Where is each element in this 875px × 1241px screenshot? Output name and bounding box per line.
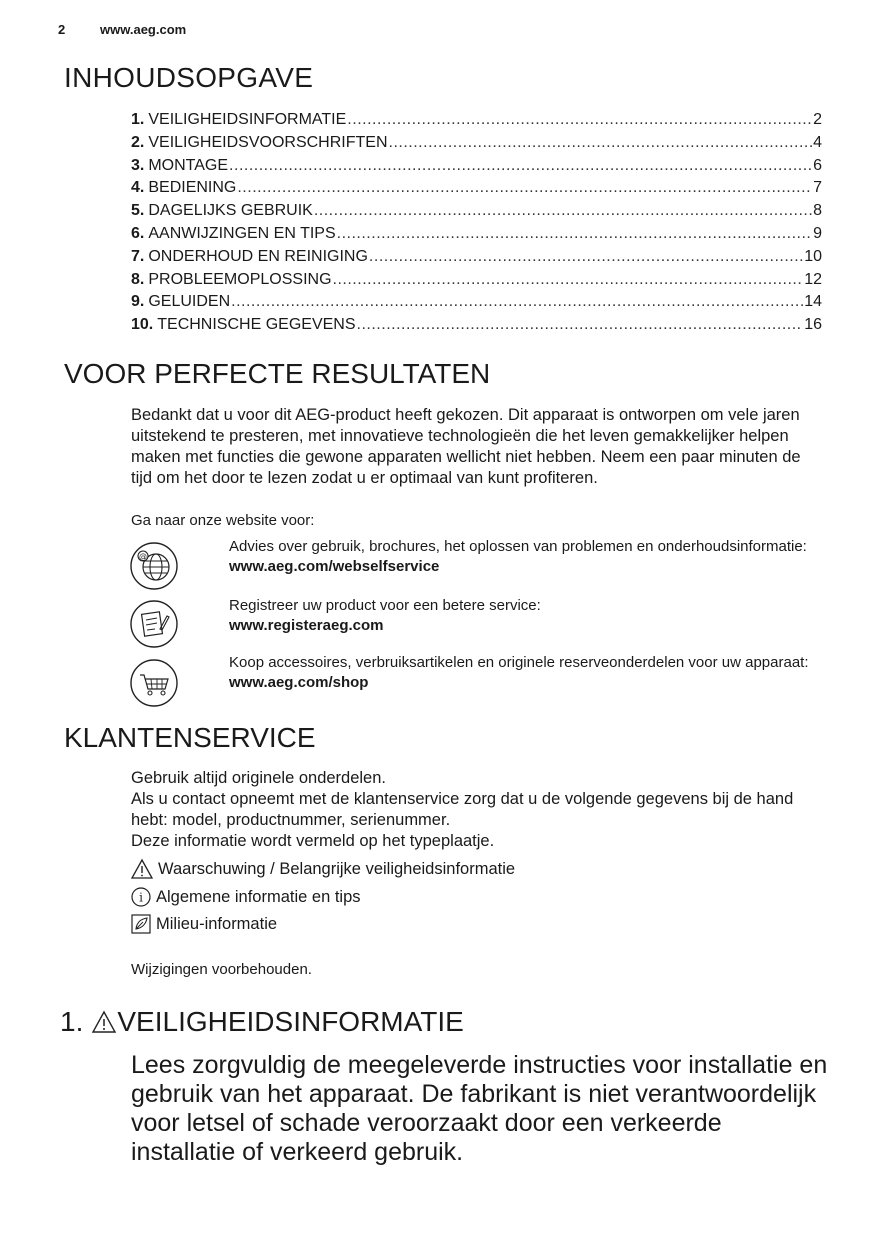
toc-leader	[231, 293, 803, 311]
toc-item[interactable]	[131, 293, 822, 316]
toc-item[interactable]	[131, 179, 822, 202]
klantenservice-line: Gebruik altijd originele onderdelen.	[131, 769, 386, 787]
toc-item[interactable]	[131, 225, 822, 248]
page-number: 2	[58, 22, 66, 37]
toc-item-page: 16	[804, 316, 822, 334]
toc-item-label: BEDIENING	[148, 179, 237, 197]
klantenservice-text	[131, 768, 821, 852]
toc-item[interactable]	[131, 316, 822, 339]
service-item-webselfservice	[229, 537, 829, 577]
svg-text:@: @	[139, 552, 147, 561]
toc-item-page: 2	[813, 111, 822, 128]
klantenservice-line: Deze informatie wordt vermeld op het typeplaatje.	[131, 832, 495, 850]
legend-text: Waarschuwing / Belangrijke veiligheidsinformatie	[158, 859, 516, 878]
toc-item-page: 14	[804, 293, 822, 311]
toc-item-number: 8.	[131, 270, 145, 288]
toc-item-number: 1.	[131, 111, 145, 128]
section-title-text: VEILIGHEIDSINFORMATIE	[117, 1006, 464, 1037]
toc-leader	[237, 179, 812, 197]
service-text: Koop accessoires, verbruiksartikelen en originele reserveonderdelen voor uw apparaat:	[229, 654, 809, 671]
service-item-register	[229, 596, 829, 636]
warning-icon	[91, 1010, 117, 1034]
toc-item-page: 8	[813, 202, 822, 220]
service-item-shop	[229, 653, 829, 693]
toc-item-number: 7.	[131, 247, 145, 265]
toc-item-label: MONTAGE	[148, 156, 229, 174]
legend-warning	[130, 858, 515, 880]
service-url-link[interactable]: www.registeraeg.com	[229, 617, 384, 634]
toc-item-page: 12	[804, 270, 822, 288]
toc-item-number: 9.	[131, 293, 145, 311]
svg-text:i: i	[139, 890, 143, 905]
section-number: 1.	[60, 1006, 84, 1037]
changes-notice: Wijzigingen voorbehouden.	[131, 961, 312, 978]
toc-list	[131, 111, 822, 339]
register-icon	[129, 599, 179, 649]
service-text: Registreer uw product voor een betere service:	[229, 597, 541, 614]
toc-item-page: 10	[804, 247, 822, 265]
section-title-perfect: VOOR PERFECTE RESULTATEN	[64, 358, 491, 389]
toc-leader	[229, 157, 812, 175]
toc-item[interactable]	[131, 134, 822, 157]
section-title-klantenservice: KLANTENSERVICE	[64, 722, 316, 753]
legend-environment	[130, 913, 277, 935]
globe-icon	[129, 541, 179, 591]
warning-icon	[130, 858, 154, 880]
safety-paragraph: Lees zorgvuldig de meegeleverde instructies voor installatie en gebruik van het apparaat. De fabrikant is niet verantwoordelijk voor letsel of schade veroorzaakt door een verkeerde installatie of verkeerd gebruik.	[131, 1051, 828, 1166]
toc-leader	[347, 111, 812, 129]
info-icon	[130, 886, 152, 908]
visit-label: Ga naar onze website voor:	[131, 512, 315, 529]
toc-item-label: DAGELIJKS GEBRUIK	[148, 202, 313, 220]
website-link[interactable]: www.aeg.com	[100, 22, 187, 37]
toc-item-number: 2.	[131, 133, 145, 151]
toc-item-label: TECHNISCHE GEGEVENS	[157, 316, 356, 334]
toc-leader	[369, 248, 803, 266]
toc-item[interactable]	[131, 248, 822, 271]
klantenservice-line: Als u contact opneemt met de klantenservice zorg dat u de volgende gegevens bij de hand hebt: model, productnummer, serienummer.	[131, 790, 794, 829]
toc-leader	[389, 134, 813, 152]
toc-item-number: 5.	[131, 202, 145, 220]
toc-leader	[357, 316, 804, 334]
toc-item-label: VEILIGHEIDSVOORSCHRIFTEN	[148, 133, 388, 151]
section-title-safety	[60, 1006, 464, 1038]
toc-leader	[314, 202, 812, 220]
leaf-icon	[130, 913, 152, 935]
toc-item-page: 4	[813, 133, 822, 151]
toc-item-label: PROBLEEMOPLOSSING	[148, 270, 332, 288]
toc-item[interactable]	[131, 271, 822, 294]
toc-item[interactable]	[131, 157, 822, 180]
legend-text: Milieu-informatie	[156, 914, 278, 933]
toc-item[interactable]	[131, 202, 822, 225]
toc-title: INHOUDSOPGAVE	[64, 62, 314, 93]
toc-item-number: 6.	[131, 224, 145, 242]
legend-info	[130, 886, 361, 908]
toc-leader	[333, 271, 804, 289]
toc-item-number: 4.	[131, 179, 145, 197]
toc-item-label: VEILIGHEIDSINFORMATIE	[148, 111, 347, 128]
toc-item-page: 6	[813, 156, 822, 174]
toc-item-label: ONDERHOUD EN REINIGING	[148, 247, 368, 265]
toc-item[interactable]	[131, 111, 822, 134]
service-url-link[interactable]: www.aeg.com/shop	[229, 674, 369, 691]
toc-item-label: GELUIDEN	[148, 293, 231, 311]
toc-item-number: 10.	[131, 316, 154, 334]
service-text: Advies over gebruik, brochures, het oplossen van problemen en onderhoudsinformatie:	[229, 538, 807, 555]
toc-item-page: 9	[813, 224, 822, 242]
cart-icon	[129, 658, 179, 708]
toc-item-number: 3.	[131, 156, 145, 174]
legend-text: Algemene informatie en tips	[156, 887, 361, 906]
intro-paragraph: Bedankt dat u voor dit AEG-product heeft gekozen. Dit apparaat is ontworpen om vele jaren uitstekend te presteren, met innovatieve technologieën die het leven gemakkelijker helpen maken met functies die gewone apparaten wellicht niet hebben. Neem een paar minuten de tijd om het door te lezen zodat u er optimaal van kunt profiteren.	[131, 406, 801, 487]
toc-item-label: AANWIJZINGEN EN TIPS	[148, 224, 336, 242]
toc-item-page: 7	[813, 179, 822, 197]
service-url-link[interactable]: www.aeg.com/webselfservice	[229, 558, 440, 575]
toc-leader	[337, 225, 812, 243]
